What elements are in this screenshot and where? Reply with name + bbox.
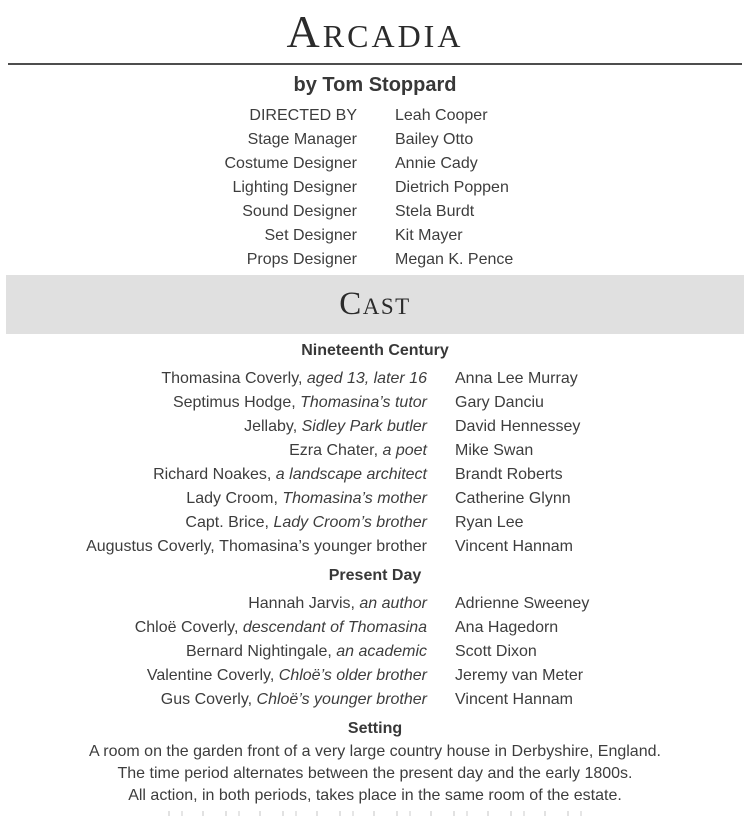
credit-role: Sound Designer bbox=[242, 203, 357, 220]
character-name: Gus Coverly, bbox=[160, 691, 253, 708]
setting-line: The time period alternates between the present day and the early 1800s. bbox=[117, 765, 633, 782]
cast-actor: Vincent Hannam bbox=[455, 691, 573, 708]
character-description: Thomasina’s tutor bbox=[295, 394, 427, 411]
character-name: Ezra Chater, bbox=[289, 442, 379, 459]
character-description: aged 13, later 16 bbox=[302, 370, 427, 387]
cast-character bbox=[0, 415, 427, 439]
character-name: Valentine Coverly, bbox=[146, 667, 275, 684]
cast-character bbox=[0, 511, 427, 535]
page-title: Arcadia bbox=[286, 6, 464, 57]
character-description: a poet bbox=[378, 442, 427, 459]
character-description: Sidley Park butler bbox=[297, 418, 427, 435]
cast-actor: Ana Hagedorn bbox=[455, 619, 559, 636]
credit-role: Stage Manager bbox=[247, 131, 357, 148]
clipped-text-remnant bbox=[168, 811, 592, 816]
cast-section-band bbox=[6, 275, 744, 334]
cast-subheading: Nineteenth Century bbox=[301, 342, 449, 359]
cast-character bbox=[0, 688, 427, 712]
cast-character bbox=[0, 463, 427, 487]
character-name: Thomasina Coverly, bbox=[161, 370, 303, 387]
character-name: Lady Croom, bbox=[186, 490, 278, 507]
cast-grid bbox=[0, 367, 750, 559]
byline: by Tom Stoppard bbox=[293, 74, 457, 96]
cast-character bbox=[0, 592, 427, 616]
cast-actor: Mike Swan bbox=[455, 442, 534, 459]
cast-actor: Brandt Roberts bbox=[455, 466, 563, 483]
cast-section bbox=[0, 564, 750, 712]
credit-name: Annie Cady bbox=[395, 155, 478, 172]
character-description: Thomasina’s younger brother bbox=[214, 538, 427, 555]
cast-actor: Anna Lee Murray bbox=[455, 370, 578, 387]
cast-actor: Ryan Lee bbox=[455, 514, 524, 531]
cast-character bbox=[0, 664, 427, 688]
cast-sections bbox=[0, 339, 750, 712]
character-description: Thomasina’s mother bbox=[277, 490, 427, 507]
credit-role: Costume Designer bbox=[224, 155, 357, 172]
cast-actor: Catherine Glynn bbox=[455, 490, 571, 507]
setting-line: A room on the garden front of a very large country house in Derbyshire, England. bbox=[89, 743, 661, 760]
credit-name: Bailey Otto bbox=[395, 131, 474, 148]
credit-name: Megan K. Pence bbox=[395, 251, 514, 268]
character-description: Chloë’s older brother bbox=[274, 667, 427, 684]
character-description: Lady Croom’s brother bbox=[269, 514, 427, 531]
cast-character bbox=[0, 439, 427, 463]
credit-role: Props Designer bbox=[246, 251, 357, 268]
character-description: an author bbox=[354, 595, 427, 612]
cast-character bbox=[0, 487, 427, 511]
character-description: descendant of Thomasina bbox=[238, 619, 427, 636]
character-name: Hannah Jarvis, bbox=[248, 595, 355, 612]
credit-role: Lighting Designer bbox=[232, 179, 357, 196]
credit-name: Leah Cooper bbox=[395, 107, 488, 124]
cast-section bbox=[0, 339, 750, 559]
cast-subheading: Present Day bbox=[328, 567, 422, 584]
cast-character bbox=[0, 391, 427, 415]
character-name: Augustus Coverly, bbox=[86, 538, 215, 555]
cast-character bbox=[0, 616, 427, 640]
cast-actor: Adrienne Sweeney bbox=[455, 595, 590, 612]
cast-character bbox=[0, 535, 427, 559]
character-description: an academic bbox=[331, 643, 427, 660]
cast-actor: Vincent Hannam bbox=[455, 538, 573, 555]
cast-character bbox=[0, 367, 427, 391]
credit-name: Kit Mayer bbox=[395, 227, 463, 244]
cast-actor: David Hennessey bbox=[455, 418, 581, 435]
character-name: Jellaby, bbox=[244, 418, 298, 435]
character-name: Bernard Nightingale, bbox=[185, 643, 332, 660]
credit-role: DIRECTED BY bbox=[249, 107, 357, 124]
setting-line: All action, in both periods, takes place in the same room of the estate. bbox=[128, 787, 622, 804]
cast-grid bbox=[0, 592, 750, 712]
credit-name: Stela Burdt bbox=[395, 203, 475, 220]
character-description: a landscape architect bbox=[271, 466, 427, 483]
setting-section bbox=[0, 717, 750, 807]
production-credits bbox=[0, 104, 750, 272]
character-name: Richard Noakes, bbox=[153, 466, 272, 483]
character-name: Capt. Brice, bbox=[185, 514, 269, 531]
character-description: Chloë’s younger brother bbox=[252, 691, 427, 708]
character-name: Chloë Coverly, bbox=[134, 619, 239, 636]
cast-actor: Jeremy van Meter bbox=[455, 667, 584, 684]
cast-character bbox=[0, 640, 427, 664]
title-rule bbox=[8, 63, 742, 65]
character-name: Septimus Hodge, bbox=[172, 394, 296, 411]
cast-actor: Scott Dixon bbox=[455, 643, 537, 660]
cast-actor: Gary Danciu bbox=[455, 394, 544, 411]
cast-header: Cast bbox=[339, 286, 411, 322]
credit-role: Set Designer bbox=[264, 227, 357, 244]
setting-heading: Setting bbox=[347, 720, 403, 737]
title-block bbox=[0, 0, 750, 96]
credit-name: Dietrich Poppen bbox=[395, 179, 509, 196]
